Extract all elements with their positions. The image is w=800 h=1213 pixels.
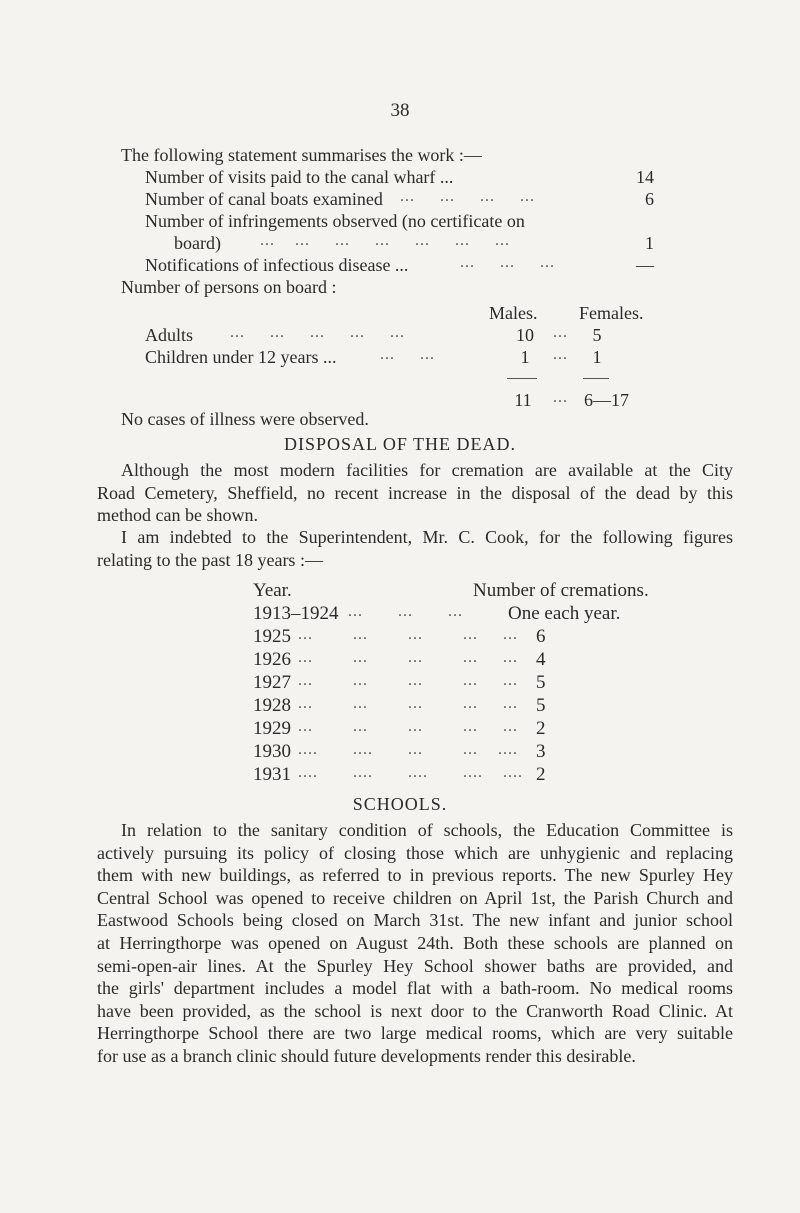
paragraph-line: them with new buildings, as referred to in previous reports. The new Spurley Hey bbox=[97, 865, 733, 886]
cremation-year: 1930 bbox=[253, 741, 291, 762]
persons-males-total: 11 bbox=[514, 390, 532, 410]
leader-dots: ... ... ... ... ... bbox=[298, 626, 518, 643]
persons-heading: Number of persons on board : bbox=[121, 277, 337, 297]
column-header-cremations: Number of cremations. bbox=[473, 580, 649, 601]
cremation-number: 3 bbox=[536, 741, 546, 762]
intro-line: The following statement summarises the work :— bbox=[121, 145, 482, 165]
canal-item-label: Number of canal boats examined bbox=[145, 189, 383, 209]
cremation-number: 4 bbox=[536, 649, 546, 670]
section-heading-schools: SCHOOLS. bbox=[352, 794, 448, 814]
leader-dots: ... ... ... ... ... bbox=[298, 672, 518, 689]
canal-item-value: — bbox=[636, 255, 654, 275]
indebted-paragraph bbox=[97, 526, 733, 571]
paragraph-line: Although the most modern facilities for cremation are available at the City bbox=[121, 460, 733, 480]
paragraph-line: Eastwood Schools being closed on March 31st. The new infant and junior school bbox=[97, 910, 733, 931]
persons-row-label: Children under 12 years ... bbox=[145, 347, 337, 367]
paragraph-line: method can be shown. bbox=[97, 505, 258, 526]
persons-males-value: 10 bbox=[516, 325, 534, 345]
schools-paragraph bbox=[97, 819, 733, 1068]
leader-dots: ... ... ... bbox=[460, 254, 555, 271]
column-header-year: Year. bbox=[253, 580, 292, 601]
leader-dots: ... bbox=[553, 324, 568, 341]
canal-item-label-continued: board) bbox=[174, 233, 221, 253]
canal-item-value: 14 bbox=[636, 167, 654, 187]
paragraph-line: Road Cemetery, Sheffield, no recent increase in the disposal of the dead by this bbox=[97, 482, 733, 503]
canal-item-label: Number of infringements observed (no certificate on bbox=[145, 211, 525, 231]
leader-dots: ... ... ... ... ... bbox=[230, 324, 405, 341]
leader-dots: .... .... ... ... .... bbox=[298, 741, 518, 758]
persons-females-value: 1 bbox=[592, 347, 602, 367]
cremation-year: 1926 bbox=[253, 649, 291, 670]
cremation-year: 1931 bbox=[253, 764, 291, 785]
paragraph-line: at Herringthorpe was opened on August 24th. Both these schools are planned on bbox=[97, 932, 733, 953]
persons-males-value: 1 bbox=[520, 347, 530, 367]
paragraph-line: the girls' department includes a model flat with a bath-room. No medical rooms bbox=[97, 978, 733, 999]
cremation-number: 2 bbox=[536, 718, 546, 739]
total-rule bbox=[583, 378, 609, 379]
page-number: 38 bbox=[390, 100, 410, 121]
cremation-year: 1928 bbox=[253, 695, 291, 716]
cremation-number: 2 bbox=[536, 764, 546, 785]
paragraph-line: Herringthorpe School there are two large medical rooms, which are very suitable bbox=[97, 1023, 733, 1044]
paragraph-line: semi-open-air lines. At the Spurley Hey School shower baths are provided, and bbox=[97, 955, 733, 976]
canal-item-value: 6 bbox=[645, 189, 654, 209]
section-heading-disposal: DISPOSAL OF THE DEAD. bbox=[283, 434, 517, 454]
cremation-year: 1925 bbox=[253, 626, 291, 647]
persons-row-label: Adults bbox=[145, 325, 194, 345]
leader-dots: ... ... ... bbox=[348, 603, 463, 620]
leader-dots: ... ... ... ... ... bbox=[298, 718, 518, 735]
leader-dots: ... bbox=[553, 389, 568, 406]
leader-dots: ... ... ... ... ... ... ... bbox=[260, 232, 510, 249]
paragraph-line: relating to the past 18 years :— bbox=[97, 549, 323, 570]
persons-females-value: 5 bbox=[592, 325, 602, 345]
leader-dots: ... ... ... ... ... bbox=[298, 649, 518, 666]
cremation-year: 1929 bbox=[253, 718, 291, 739]
total-rule bbox=[507, 378, 537, 379]
no-cases-line: No cases of illness were observed. bbox=[121, 409, 369, 429]
persons-females-total: 6—17 bbox=[584, 390, 629, 410]
canal-item-label: Notifications of infectious disease ... bbox=[145, 255, 409, 275]
leader-dots: ... bbox=[553, 346, 568, 363]
canal-item-value: 1 bbox=[645, 233, 654, 253]
paragraph-line: Central School was opened to receive children on April 1st, the Parish Church and bbox=[97, 887, 733, 908]
cremation-number: 5 bbox=[536, 695, 546, 716]
canal-item-label: Number of visits paid to the canal wharf ... bbox=[145, 167, 454, 187]
paragraph-line: actively pursuing its policy of closing those which are unhygienic and replacing bbox=[97, 842, 733, 863]
paragraph-line: In relation to the sanitary condition of schools, the Education Committee is bbox=[121, 820, 733, 840]
cremation-number: 6 bbox=[536, 626, 546, 647]
leader-dots: .... .... .... .... .... bbox=[298, 764, 523, 781]
cremation-number: 5 bbox=[536, 672, 546, 693]
leader-dots: ... ... ... ... bbox=[400, 188, 535, 205]
cremation-year: 1927 bbox=[253, 672, 291, 693]
column-header-females: Females. bbox=[579, 303, 644, 323]
paragraph-line: have been provided, as the school is next door to the Cranworth Road Clinic. At bbox=[97, 1000, 733, 1021]
leader-dots: ... ... ... ... ... bbox=[298, 695, 518, 712]
paragraph-line: I am indebted to the Superintendent, Mr. C. Cook, for the following figures bbox=[121, 527, 733, 547]
cremation-year: 1913–1924 bbox=[253, 603, 339, 624]
disposal-paragraph bbox=[97, 459, 733, 527]
leader-dots: ... ... bbox=[380, 346, 435, 363]
column-header-males: Males. bbox=[489, 303, 538, 323]
paragraph-line: for use as a branch clinic should future developments render this desirable. bbox=[97, 1045, 636, 1066]
cremation-number: One each year. bbox=[508, 603, 621, 624]
